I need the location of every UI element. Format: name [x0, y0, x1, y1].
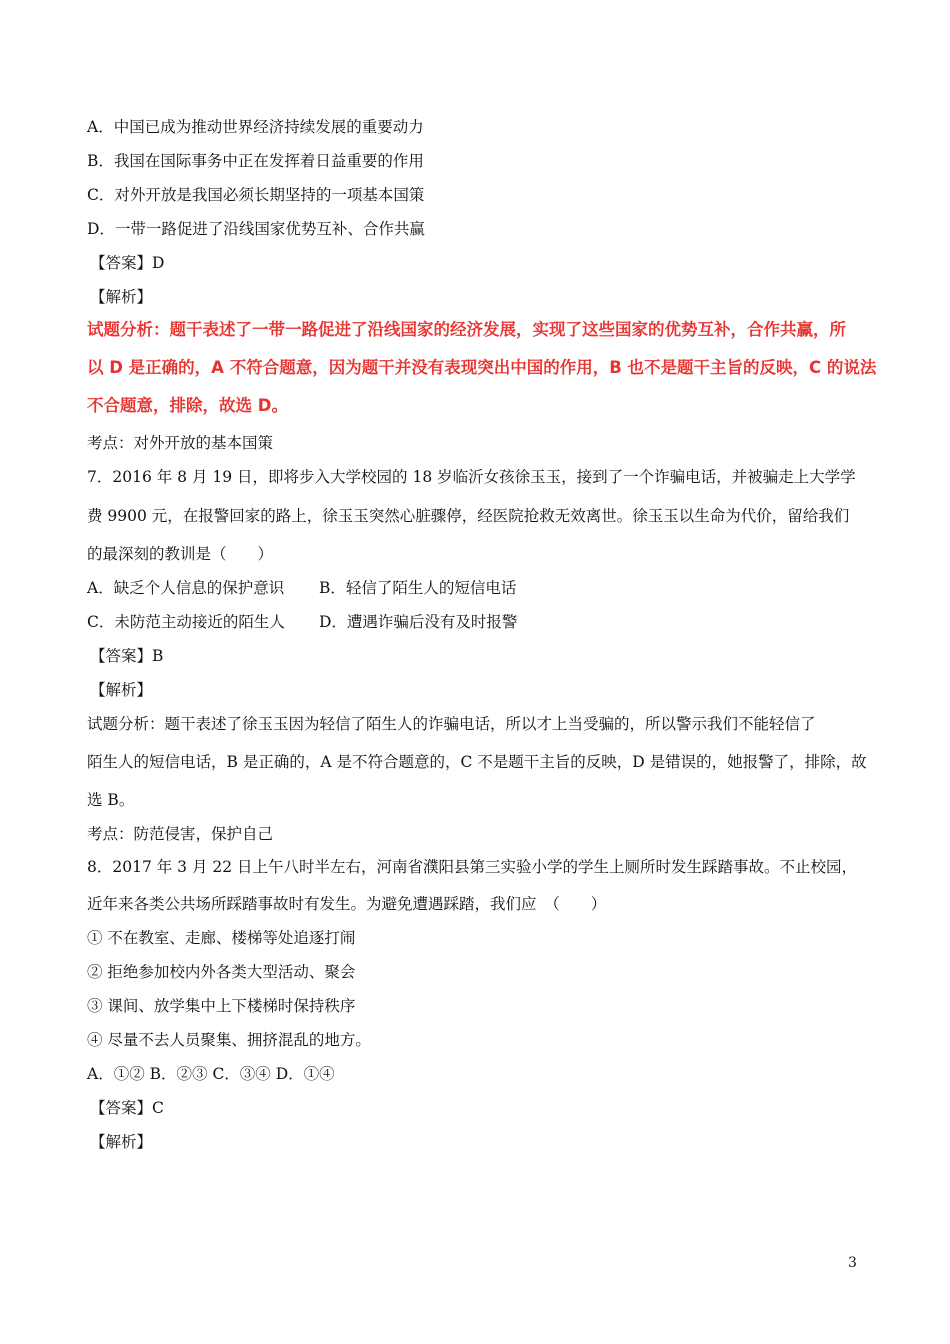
q8-stem-line-1: 8．2017 年 3 月 22 日上午八时半左右，河南省濮阳县第三实验小学的学生上厕所时发生踩踏事故。不止校园，	[87, 858, 858, 876]
q6-knowledge-point: 考点：对外开放的基本国策	[87, 434, 274, 452]
q6-option-d: D．一带一路促进了沿线国家优势互补、合作共赢	[87, 220, 425, 238]
q7-stem-line-1: 7．2016 年 8 月 19 日，即将步入大学校园的 18 岁临沂女孩徐玉玉，接到了一个诈骗电话，并被骗走上大学学	[87, 468, 856, 486]
q7-option-c: C．未防范主动接近的陌生人	[87, 613, 285, 631]
page-number: 3	[848, 1255, 857, 1271]
q6-option-b: B．我国在国际事务中正在发挥着日益重要的作用	[87, 152, 424, 170]
q7-answer: 【答案】B	[90, 647, 164, 665]
q7-knowledge-point: 考点：防范侵害，保护自己	[87, 825, 274, 843]
q6-answer: 【答案】D	[90, 254, 165, 272]
q7-analysis-line-1: 试题分析：题干表述了徐玉玉因为轻信了陌生人的诈骗电话，所以才上当受骗的，所以警示我们不能轻信了	[87, 715, 816, 733]
q7-analysis-line-3: 选 B。	[87, 791, 135, 809]
q7-options-row-1	[87, 578, 516, 598]
q8-stem-line-2: 近年来各类公共场所踩踏事故时有发生。为避免遭遇踩踏，我们应 （ ）	[87, 895, 607, 913]
q7-option-b: B．轻信了陌生人的短信电话	[319, 579, 517, 597]
q7-analysis-line-2: 陌生人的短信电话，B 是正确的，A 是不符合题意的，C 不是题干主旨的反映，D 是错误的，她报警了，排除，故	[87, 753, 867, 771]
q8-options: A．①② B．②③ C．③④ D．①④	[87, 1065, 335, 1083]
q7-option-d: D．遭遇诈骗后没有及时报警	[319, 613, 518, 631]
q6-analysis-line-2: 以 D 是正确的，A 不符合题意，因为题干并没有表现突出中国的作用，B 也不是题干主旨的反映，C 的说法	[87, 358, 877, 377]
q6-analysis-line-1: 试题分析：题干表述了一带一路促进了沿线国家的经济发展，实现了这些国家的优势互补，合作共赢，所	[87, 320, 846, 339]
q7-option-a: A．缺乏个人信息的保护意识	[87, 579, 285, 597]
q6-option-c: C．对外开放是我国必须长期坚持的一项基本国策	[87, 186, 425, 204]
q7-stem-line-3: 的最深刻的教训是（ ）	[87, 545, 274, 563]
q7-options-row-2	[87, 612, 517, 632]
q7-stem-line-2: 费 9900 元，在报警回家的路上，徐玉玉突然心脏骤停，经医院抢救无效离世。徐玉玉以生命为代价，留给我们	[87, 507, 850, 525]
q8-item-4: ④ 尽量不去人员聚集、拥挤混乱的地方。	[87, 1031, 371, 1049]
q8-item-1: ① 不在教室、走廊、楼梯等处追逐打闹	[87, 929, 356, 947]
q8-item-2: ② 拒绝参加校内外各类大型活动、聚会	[87, 963, 356, 981]
q8-analysis-label: 【解析】	[90, 1133, 153, 1151]
q6-option-a: A．中国已成为推动世界经济持续发展的重要动力	[87, 118, 424, 136]
q8-item-3: ③ 课间、放学集中上下楼梯时保持秩序	[87, 997, 356, 1015]
q7-analysis-label: 【解析】	[90, 681, 153, 699]
q6-analysis-label: 【解析】	[90, 288, 153, 306]
q8-answer: 【答案】C	[90, 1099, 164, 1117]
q6-analysis-line-3: 不合题意，排除，故选 D。	[87, 396, 288, 415]
